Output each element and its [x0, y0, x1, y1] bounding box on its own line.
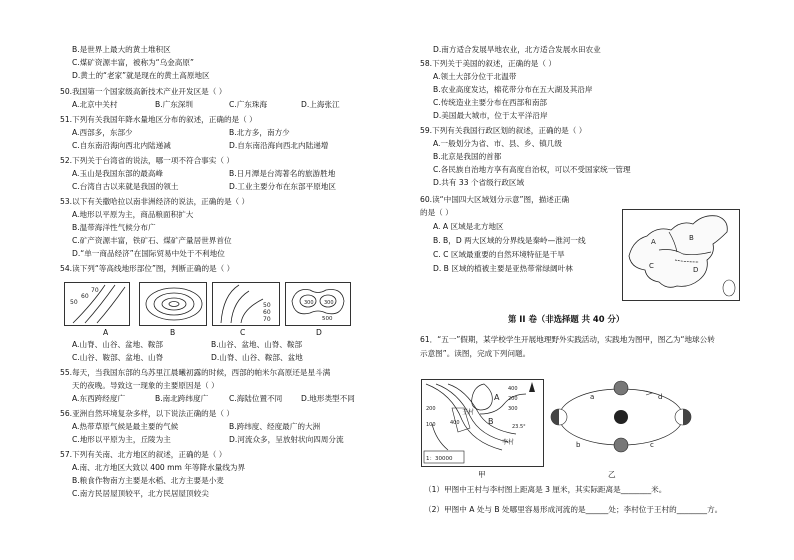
q59-option-d: D.共有 33 个省级行政区域: [433, 178, 525, 187]
contour-c-label-50: 50: [263, 302, 271, 309]
q56-option-b: B.跨纬度、经度最广的大洲: [229, 422, 321, 431]
q49-option-c: C.煤矿资源丰富，被称为“乌金高原”: [72, 58, 194, 67]
map-label-a: A: [651, 238, 656, 246]
contour-label-a: A: [103, 328, 109, 337]
fig-yi-pos-c: c: [650, 441, 654, 449]
q59-stem: 59.下列有关我国行政区划的叙述，正确的是（ ）: [420, 126, 587, 135]
q53-option-d: D.“单一商品经济”在国际贸易中处于不利地位: [72, 249, 225, 258]
q55-stem-line1: 55.每天，当我国东部的乌苏里江晨曦初露的时候，西部的帕米尔高原还是星斗满: [60, 368, 331, 377]
fig-jia-place-wang: 王村: [462, 409, 475, 416]
q55-option-d: D.地形类型不同: [301, 394, 355, 403]
contour-d-label-300b: 300: [324, 300, 334, 306]
q52-option-a: A.玉山是我国东部的最高峰: [72, 169, 164, 178]
q60-stem-line1: 60.读“中国四大区域划分示意”图，描述正确: [420, 195, 570, 204]
q60-option-b: B. B，D 两大区域的分界线是秦岭—淮河一线: [433, 236, 586, 245]
figure-jia-caption: 甲: [478, 470, 486, 479]
q61-subquestion-1: （1）甲图中王村与李村图上距离是 3 厘米，其实际距离是________米。: [424, 485, 667, 494]
contour-label-c: C: [240, 328, 246, 337]
fig-jia-point-b: B: [488, 417, 494, 426]
q56-option-d: D.河流众多，呈放射状向四周分流: [229, 435, 344, 444]
q60-option-a: A. A 区域是北方地区: [433, 222, 504, 231]
q57-option-c: C.南方民居屋顶较平，北方民居屋顶较尖: [72, 489, 209, 498]
q53-option-b: B.温带海洋性气候分布广: [72, 223, 156, 232]
q52-stem: 52.下列关于台湾省的说法，哪一项不符合事实（ ）: [60, 156, 234, 165]
contour-label-b: B: [170, 328, 176, 337]
q52-option-c: C.台湾自古以来就是我国的领土: [72, 182, 179, 191]
q61-subquestion-2: （2）甲图中 A 处与 B 处哪里容易形成河流的是______处；李村位于王村的________方。: [424, 505, 723, 514]
q51-option-c: C.自东南沿海向西北内陆递减: [72, 141, 171, 150]
fig-jia-scale: 1：30000: [426, 456, 453, 462]
q57-option-a: A.南、北方地区大致以 400 mm 年等降水量线为界: [72, 463, 246, 472]
q50-option-d: D.上海张江: [301, 100, 340, 109]
q52-option-d: D.工业主要分布在东部平原地区: [229, 182, 336, 191]
q54-option-c: C.山谷、鞍部、盆地、山脊: [72, 353, 164, 362]
fig-yi-pos-b: b: [576, 441, 581, 449]
q50-stem: 50.我国第一个国家级高新技术产业开发区是（ ）: [60, 87, 227, 96]
q59-option-c: C.各民族自治地方享有高度自治权，可以不受国家统一管理: [433, 165, 631, 174]
q56-option-c: C.地形以平原为主，丘陵为主: [72, 435, 171, 444]
contour-a-label-50: 50: [70, 299, 78, 306]
contour-a-label-70: 70: [91, 287, 99, 294]
earth-icon: [614, 381, 628, 395]
q52-option-b: B.日月潭是台湾著名的旅游胜地: [229, 169, 336, 178]
q55-option-a: A.东西跨经度广: [72, 394, 126, 403]
earth-icon: [614, 438, 628, 452]
q59-option-b: B.北京是我国的首都: [433, 152, 502, 161]
q58-option-b: B.农业高度发达，棉花带分布在五大湖及其沿岸: [433, 85, 593, 94]
fig-yi-pos-a: a: [590, 393, 595, 401]
map-label-b: B: [689, 234, 694, 242]
section-2-title: 第 II 卷（非选择题 共 40 分）: [508, 314, 625, 324]
q54-stem: 54.读下列“等高线地形部位”图，判断正确的是（ ）: [60, 264, 235, 273]
q53-stem: 53.以下有关撒哈拉以南非洲经济的说法，正确的是（ ）: [60, 197, 250, 206]
contour-d-label-500: 500: [322, 316, 333, 322]
q61-stem-line1: 61．“五一”假期，某学校学生开展地理野外实践活动，实践地为图甲，图乙为“地球公转: [420, 335, 715, 344]
q56-stem: 56.亚洲自然环境复杂多样，以下说法正确的是（ ）: [60, 409, 234, 418]
q54-option-d: D.山脊、山谷、鞍部、盆地: [211, 353, 303, 362]
q54-option-b: B.山谷、盆地、山脊、鞍部: [211, 340, 303, 349]
north-arrow-icon: [529, 382, 535, 392]
figure-yi-revolution: [546, 375, 696, 471]
fig-jia-height-300: 300: [508, 406, 518, 412]
q58-option-a: A.领土大部分位于北温带: [433, 72, 517, 81]
q51-option-d: D.自东南沿海向西北内陆递增: [229, 141, 329, 150]
contour-a-label-60: 60: [81, 293, 89, 300]
q57-option-d: D.南方适合发展旱地农业，北方适合发展水田农业: [433, 45, 601, 54]
fig-jia-height-400: 400: [508, 386, 518, 392]
q59-option-a: A.一般划分为省、市、县、乡、镇几级: [433, 139, 562, 148]
q51-stem: 51.下列有关我国年降水量地区分布的叙述，正确的是（ ）: [60, 115, 257, 124]
south-sea-inset: [723, 280, 735, 296]
sun-icon: [614, 410, 628, 424]
q60-option-d: D. B 区域的植被主要是亚热带常绿阔叶林: [433, 264, 573, 273]
q49-option-b: B.是世界上最大的黄土堆积区: [72, 45, 171, 54]
fig-jia-height-400b: 400: [450, 420, 460, 426]
q58-option-c: C.传统造业主要分布在西部和南部: [433, 98, 548, 107]
q54-option-a: A.山脊、山谷、盆地、鞍部: [72, 340, 164, 349]
q55-option-b: B.南北跨纬度广: [155, 394, 209, 403]
fig-jia-height-100: 100: [426, 422, 436, 428]
q51-option-a: A.西部多，东部少: [72, 128, 133, 137]
q58-stem: 58.下列关于美国的叙述，正确的是（ ）: [420, 59, 556, 68]
q49-option-d: D.黄土的“老家”就是现在的黄土高原地区: [72, 71, 210, 80]
china-regions-map: [622, 209, 740, 301]
figure-jia-contour-map: [421, 379, 544, 467]
fig-jia-height-200: 200: [508, 396, 518, 402]
contour-panel-b: [139, 282, 207, 326]
fig-jia-point-a: A: [494, 393, 500, 402]
q55-stem-line2: 天的夜晚。导致这一现象的主要原因是（ ）: [72, 381, 219, 390]
q53-option-a: A.地形以平原为主，商品粮面积扩大: [72, 210, 194, 219]
q50-option-a: A.北京中关村: [72, 100, 118, 109]
q56-option-a: A.热带草原气候是最主要的气候: [72, 422, 179, 431]
q55-option-c: C.海陆位置不同: [229, 394, 283, 403]
q61-stem-line2: 示意图”。读图，完成下列问题。: [420, 349, 531, 358]
fig-jia-angle: 23.5°: [512, 424, 526, 430]
contour-d-label-300a: 300: [304, 300, 314, 306]
figure-yi-caption: 乙: [608, 470, 616, 479]
q57-option-b: B.粮食作物南方主要是水稻、北方主要是小麦: [72, 476, 224, 485]
contour-panel-c: [212, 282, 280, 326]
contour-panel-a: [64, 282, 130, 326]
q53-option-c: C.矿产资源丰富，铁矿石、煤矿产量居世界首位: [72, 236, 232, 245]
contour-c-label-60: 60: [263, 309, 271, 316]
contour-c-label-70: 70: [263, 316, 271, 323]
fig-yi-pos-d: d: [658, 393, 663, 401]
contour-panel-d: [285, 282, 351, 326]
q50-option-c: C.广东珠海: [229, 100, 268, 109]
map-label-c: C: [649, 262, 654, 270]
q60-option-c: C. C 区域最重要的自然环境特征是干旱: [433, 250, 565, 259]
china-map-figure: [623, 210, 739, 300]
fig-jia-place-li: 李村: [502, 439, 515, 446]
q51-option-b: B.北方多，南方少: [229, 128, 290, 137]
map-label-d: D: [693, 266, 699, 274]
q57-stem: 57.下列有关南、北方地区的叙述，正确的是（ ）: [60, 450, 227, 459]
q58-option-d: D.美国最大城市，位于太平洋沿岸: [433, 111, 548, 120]
fig-jia-height-200b: 200: [426, 406, 436, 412]
q60-stem-line2: 的是（ ）: [420, 208, 453, 217]
contour-label-d: D: [316, 328, 322, 337]
q50-option-b: B.广东深圳: [155, 100, 193, 109]
